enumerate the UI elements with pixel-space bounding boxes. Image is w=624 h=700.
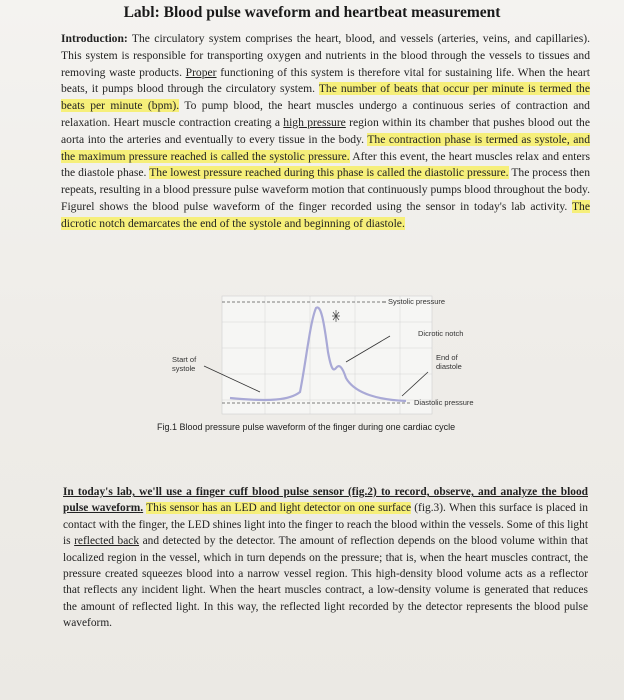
lab-paragraph xyxy=(63,484,588,632)
systolic-pressure-label: Systolic pressure xyxy=(388,297,446,306)
underlined-phrase: high pressure xyxy=(283,115,346,129)
intro-heading: Introduction: xyxy=(61,32,128,45)
pulse-waveform-figure xyxy=(150,282,510,442)
figure-caption: Fig.1 Blood pressure pulse waveform of the finger during one cardiac cycle xyxy=(157,422,456,432)
highlight-sensor: This sensor has an LED and light detector on one surface xyxy=(146,502,411,515)
highlight-bpm: The number of beats that occur per minute is termed the beats per minute (bpm). xyxy=(61,82,590,113)
lab-text: (fig.3). When this surface is placed in contact with the finger, the LED shines light into the finger to reach the blood within the vessels. Some of this light is xyxy=(63,502,588,548)
diastolic-pressure-label: Diastolic pressure xyxy=(414,398,474,407)
intro-text: To pump blood, the heart muscles undergo a continuous series of contraction and relaxation. Heart muscle contraction creating a xyxy=(61,99,590,129)
page-title: Labl: Blood pulse waveform and heartbeat measurement xyxy=(123,4,501,21)
figure-plot-area xyxy=(222,296,432,414)
underlined-word: Proper xyxy=(185,65,217,79)
intro-text: region within its chamber that pushes blood out the aorta into the arteries and eventually to every tissue in the body. xyxy=(61,115,590,146)
highlight-dicrotic: The dicrotic notch demarcates the end of the systole and beginning of diastole. xyxy=(61,199,590,230)
end-diastole-label-1: End of xyxy=(436,353,458,362)
lab-intro-underlined: In today's lab, we'll use a finger cuff blood pulse sensor (fig.2) to record, observe, and analyze the blood pulse waveform. xyxy=(63,486,588,515)
intro-text: After this event, the heart muscles relax and enters the diastole phase. xyxy=(61,149,590,180)
dicrotic-notch-label: Dicrotic notch xyxy=(418,329,464,338)
highlight-diastolic: The lowest pressure reached during this phase is called the diastolic pressure. xyxy=(149,166,509,180)
introduction-paragraph xyxy=(61,31,590,233)
start-systole-label-2: systole xyxy=(172,364,196,373)
intro-text: functioning of this system is therefore vital for sustaining life. When the heart beats, it pumps blood through the circulatory system. xyxy=(61,65,590,96)
underlined-reflected: reflected back xyxy=(74,535,140,548)
start-systole-label-1: Start of xyxy=(172,355,197,364)
intro-text: The circulatory system comprises the heart, blood, and vessels (arteries, veins, and capillaries). This system is responsible for transporting oxygen and nutrients in the blood through the vessels to tissues and removing waste products. xyxy=(61,32,590,79)
intro-text: The process then repeats, resulting in a blood pressure pulse waveform motion that continuously pumps blood throughout the body. Figurel shows the blood pulse waveform of the finger recorded using the sensor in today's lab activity. xyxy=(61,166,590,213)
highlight-systole: The contraction phase is termed as systole, and the maximum pressure reached is called the systolic pressure. xyxy=(61,132,590,163)
lab-text: and detected by the detector. The amount of reflection depends on the blood volume within that localized region in the vessel, which in turn depends on the pressure; that is, when the heart muscles contract, the pressure created squeezes blood into a narrow vessel region. This high-density blood volume acts as a reflector that reflects any incident light. When the heart muscles contract, a low-density volume is generated that reduces the amount of reflected light. In this way, the reflected light recorded by the detector represents the blood pulse waveform. xyxy=(63,535,589,630)
end-diastole-label-2: diastole xyxy=(436,362,462,371)
